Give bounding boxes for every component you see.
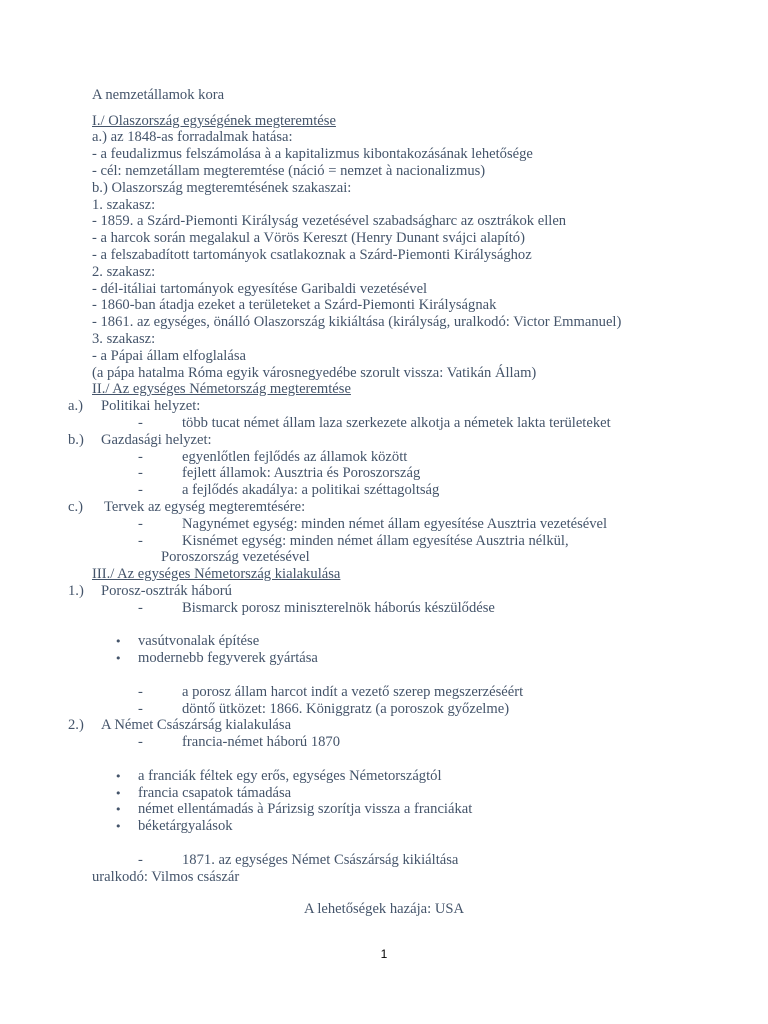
s3-p2-label: A Német Császárság kialakulása <box>101 717 292 733</box>
dash-marker: - <box>138 449 143 465</box>
dash-marker: - <box>138 852 143 868</box>
s3-p1-detail-3: döntő ütközet: 1866. Königgratz (a poroszok győzelme) <box>182 701 510 717</box>
s2-c-detail-2-continued: Poroszország vezetésével <box>161 549 310 565</box>
s2-b-detail-3: a fejlődés akadálya: a politikai széttagoltság <box>182 482 440 498</box>
s3-p2-bullet-4: béketárgyalások <box>138 818 233 834</box>
dash-marker: - <box>138 465 143 481</box>
s2-a-detail-1: több tucat német állam laza szerkezete alkotja a németek lakta területeket <box>182 415 611 431</box>
section-2-heading: II./ Az egységes Németország megteremtése <box>92 381 351 397</box>
s2-b-label: Gazdasági helyzet: <box>101 432 212 448</box>
s2-c-detail-1: Nagynémet egység: minden német állam egyesítése Ausztria vezetésével <box>182 516 608 532</box>
s2-a-label: Politikai helyzet: <box>101 398 201 414</box>
bullet-marker: • <box>115 770 122 783</box>
s1-line-11: - 1860-ban átadja ezeket a területeket a Szárd-Piemonti Királyságnak <box>92 297 497 313</box>
s1-line-2: - a feudalizmus felszámolása à a kapitalizmus kibontakozásának lehetősége <box>92 146 533 162</box>
dash-marker: - <box>138 600 143 616</box>
s1-line-8: - a felszabadított tartományok csatlakoznak a Szárd-Piemonti Királysághoz <box>92 247 532 263</box>
s1-line-15: (a pápa hatalma Róma egyik városnegyedébe szorult vissza: Vatikán Állam) <box>92 365 537 381</box>
s2-b-detail-2: fejlett államok: Ausztria és Poroszország <box>182 465 421 481</box>
s3-p2-marker: 2.) <box>68 717 84 733</box>
s3-p2-bullet-2: francia csapatok támadása <box>138 785 292 801</box>
s1-line-12: - 1861. az egységes, önálló Olaszország kikiáltása (királyság, uralkodó: Victor Emmanuel) <box>92 314 622 330</box>
s1-line-13: 3. szakasz: <box>92 331 156 347</box>
s3-p2-bullet-1: a franciák féltek egy erős, egységes Németországtól <box>138 768 442 784</box>
s3-p2-bullet-3: német ellentámadás à Párizsig szorítja vissza a franciákat <box>138 801 473 817</box>
bullet-marker: • <box>115 635 122 648</box>
s3-p1-marker: 1.) <box>68 583 84 599</box>
dash-marker: - <box>138 684 143 700</box>
section-3-heading: III./ Az egységes Németország kialakulása <box>92 566 341 582</box>
next-chapter-title: A lehetőségek hazája: USA <box>303 901 465 917</box>
s2-b-detail-1: egyenlőtlen fejlődés az államok között <box>182 449 408 465</box>
bullet-marker: • <box>115 652 122 665</box>
page-number: 1 <box>380 947 388 961</box>
document-title: A nemzetállamok kora <box>92 87 225 103</box>
dash-marker: - <box>138 415 143 431</box>
s3-p1-bullet-1: vasútvonalak építése <box>138 633 260 649</box>
s3-p1-detail-2: a porosz állam harcot indít a vezető szerep megszerzéséért <box>182 684 524 700</box>
s1-line-1: a.) az 1848-as forradalmak hatása: <box>92 129 293 145</box>
s3-p1-detail-1: Bismarck porosz miniszterelnök háborús készülődése <box>182 600 495 616</box>
s1-line-6: - 1859. a Szárd-Piemonti Királyság vezetésével szabadságharc az osztrákok ellen <box>92 213 567 229</box>
dash-marker: - <box>138 734 143 750</box>
dash-marker: - <box>138 482 143 498</box>
s1-line-3: - cél: nemzetállam megteremtése (náció = nemzet à nacionalizmus) <box>92 163 486 179</box>
s1-line-5: 1. szakasz: <box>92 197 156 213</box>
s2-c-label: Tervek az egység megteremtésére: <box>104 499 306 515</box>
s2-a-marker: a.) <box>68 398 83 414</box>
s1-line-9: 2. szakasz: <box>92 264 156 280</box>
s2-b-marker: b.) <box>68 432 84 448</box>
s1-line-7: - a harcok során megalakul a Vörös Kereszt (Henry Dunant svájci alapító) <box>92 230 525 246</box>
s3-p1-label: Porosz-osztrák háború <box>101 583 232 599</box>
section-1-heading: I./ Olaszország egységének megteremtése <box>92 113 336 129</box>
bullet-marker: • <box>115 787 122 800</box>
s1-line-14: - a Pápai állam elfoglalása <box>92 348 246 364</box>
bullet-marker: • <box>115 820 122 833</box>
dash-marker: - <box>138 516 143 532</box>
bullet-marker: • <box>115 803 122 816</box>
s3-p1-bullet-2: modernebb fegyverek gyártása <box>138 650 318 666</box>
s3-ruler-line: uralkodó: Vilmos császár <box>92 869 240 885</box>
s1-line-4: b.) Olaszország megteremtésének szakaszai: <box>92 180 352 196</box>
s3-p2-detail-2: 1871. az egységes Német Császárság kikiáltása <box>182 852 459 868</box>
dash-marker: - <box>138 533 143 549</box>
s2-c-detail-2: Kisnémet egység: minden német állam egyesítése Ausztria nélkül, <box>182 533 569 549</box>
s3-p2-detail-1: francia-német háború 1870 <box>182 734 341 750</box>
s1-line-10: - dél-itáliai tartományok egyesítése Garibaldi vezetésével <box>92 281 428 297</box>
s2-c-marker: c.) <box>68 499 83 515</box>
dash-marker: - <box>138 701 143 717</box>
